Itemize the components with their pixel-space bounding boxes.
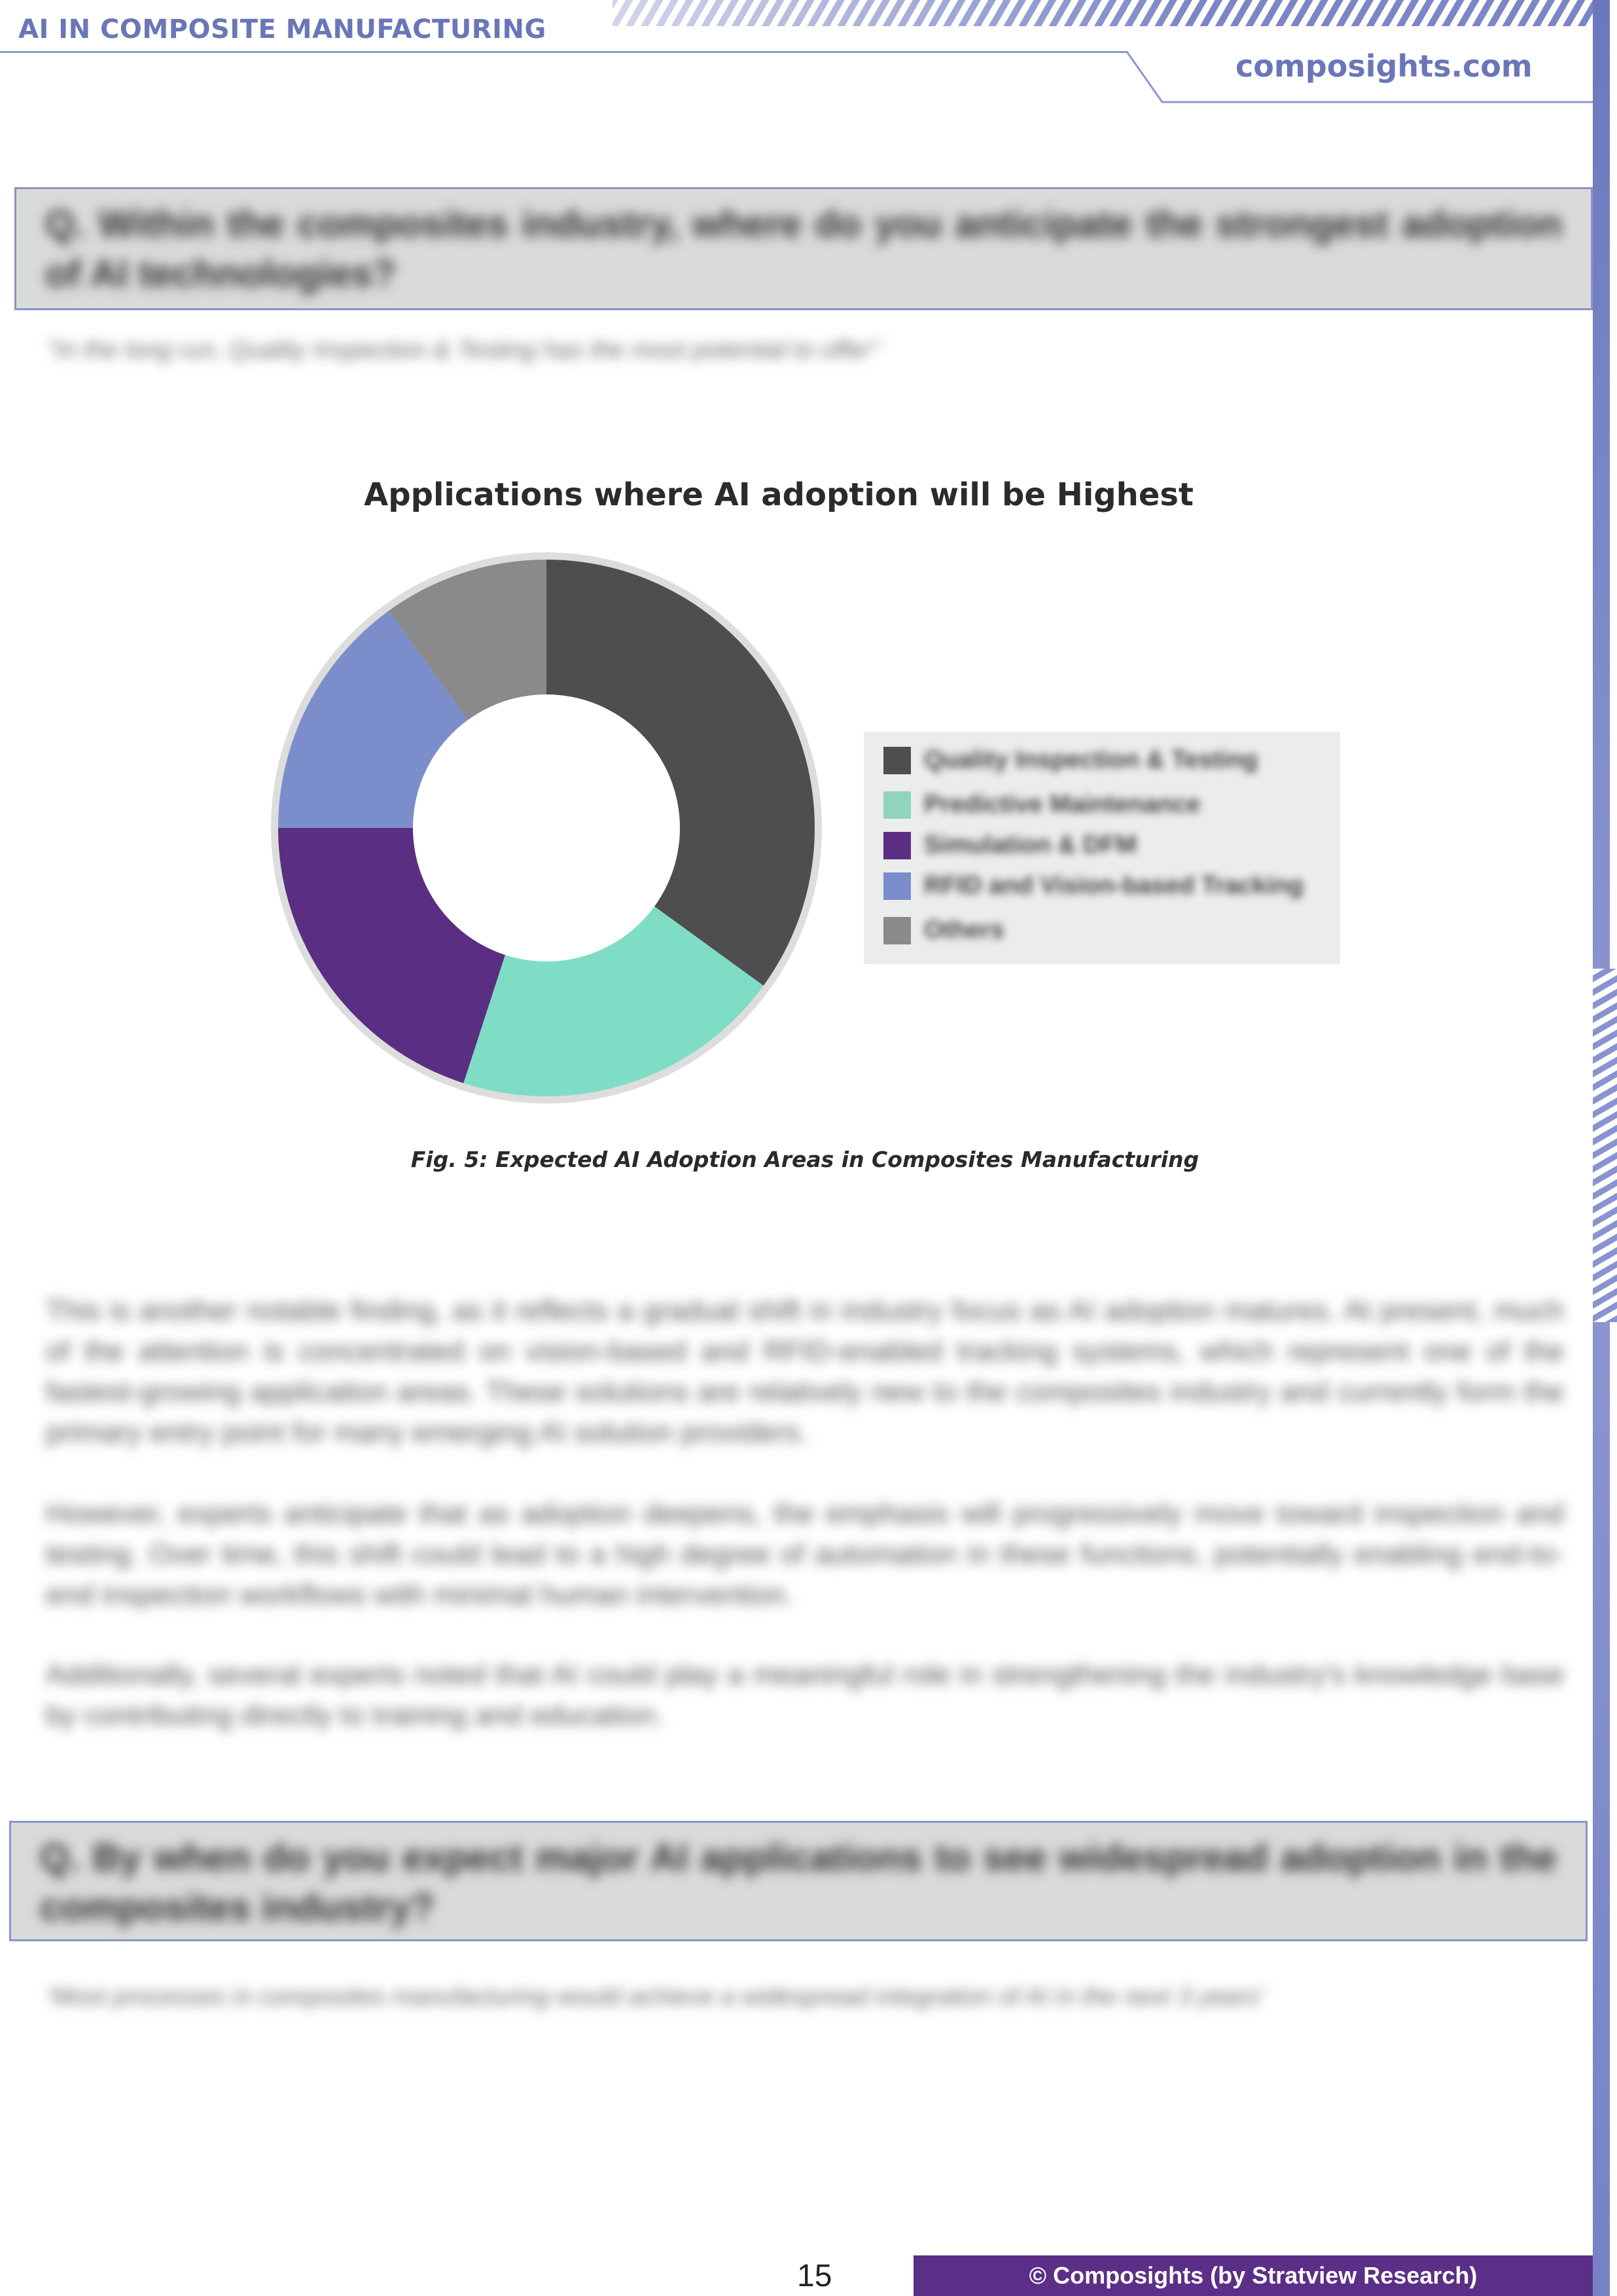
legend-swatch xyxy=(883,917,911,944)
footer-copyright: © Composights (by Stratview Research) xyxy=(1029,2262,1478,2289)
body-paragraph-2: However, experts anticipate that as adoption deepens, the emphasis will progressively move toward inspection and testing. Over time, this shift could lead to a high degree of automation in these functions, potentially enabling end-to-end inspection workflows with minimal human intervention. xyxy=(46,1498,1564,1611)
legend-swatch xyxy=(883,747,911,774)
right-stripe-decoration xyxy=(1593,969,1617,1322)
body-paragraph-3: Additionally, several experts noted that AI could play a meaningful role in strengthening the industry's knowledge base by contributing directly to training and education. xyxy=(46,1659,1564,1731)
question-2-quote: 'Most processes in composites manufacturing would achieve a widespread integration of AI in the next 3 years' xyxy=(47,1983,1264,2011)
donut-hole xyxy=(413,694,680,961)
legend-label: Simulation & DFM xyxy=(924,831,1137,859)
legend-item xyxy=(883,746,1258,774)
donut-chart xyxy=(262,543,831,1113)
chart-title: Applications where AI adoption will be Highest xyxy=(364,476,1194,513)
legend-label: Predictive Maintenance xyxy=(924,791,1201,818)
legend-label: Others xyxy=(924,916,1004,944)
report-title: AI IN COMPOSITE MANUFACTURING xyxy=(18,14,546,45)
chart-legend xyxy=(864,732,1340,964)
question-2-text: Q. By when do you expect major AI applications to see widespread adoption in the composites industry? xyxy=(40,1837,1557,1929)
question-box-2 xyxy=(9,1821,1588,1941)
header-stripe-decoration xyxy=(613,0,1593,26)
legend-swatch xyxy=(883,791,911,819)
header-rule xyxy=(0,51,1128,53)
legend-swatch xyxy=(883,872,911,900)
legend-label: Quality Inspection & Testing xyxy=(924,746,1258,774)
question-1-quote: "In the long run, Quality Inspection & Testing has the most potential to offer" xyxy=(47,336,880,364)
legend-label: RFID and Vision-based Tracking xyxy=(924,872,1304,899)
page-number: 15 xyxy=(797,2259,832,2293)
legend-item xyxy=(883,916,1004,944)
body-paragraph-1: This is another notable finding, as it reflects a gradual shift in industry focus as AI adoption matures. At present, much of the attention is concentrated on vision-based and RFID-enabled tracking systems, which represent one of the fastest-growing application areas. These solutions are relatively new to the composites industry and currently form the primary entry point for many emerging AI solution providers. xyxy=(46,1295,1564,1448)
question-box-1 xyxy=(14,187,1593,310)
question-1-text: Q. Within the composites industry, where do you anticipate the strongest adoption of AI technologies? xyxy=(45,203,1562,295)
legend-item xyxy=(883,791,1200,819)
legend-swatch xyxy=(883,832,911,859)
legend-item xyxy=(883,872,1304,900)
legend-item xyxy=(883,831,1137,859)
site-link[interactable]: composights.com xyxy=(1235,48,1533,84)
figure-caption: Fig. 5: Expected AI Adoption Areas in Composites Manufacturing xyxy=(410,1147,1199,1172)
